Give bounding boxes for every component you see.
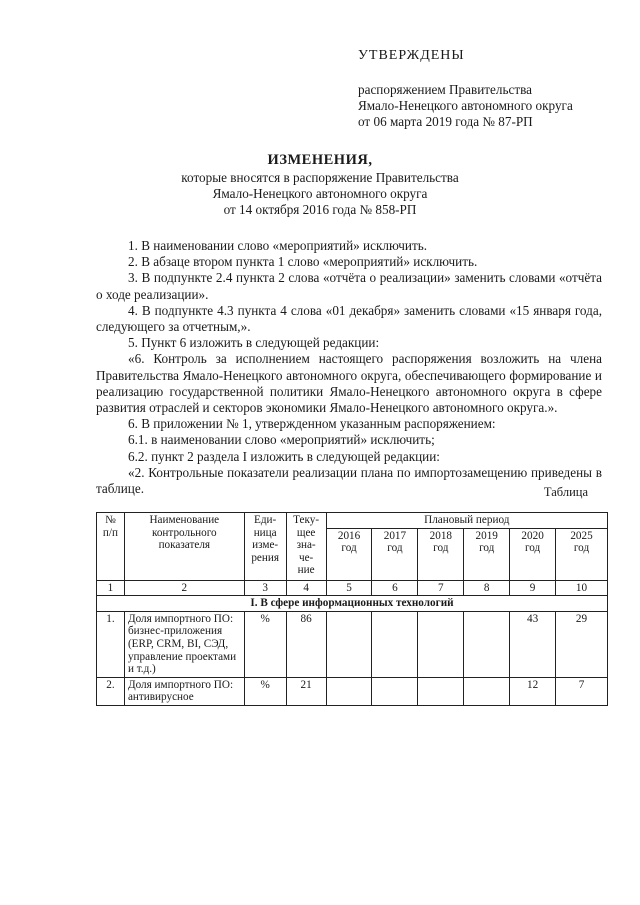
col-number: 2 xyxy=(124,580,244,596)
approval-heading: УТВЕРЖДЕНЫ xyxy=(358,48,465,63)
table-caption: Таблица xyxy=(543,485,588,499)
approval-line-1: распоряжением Правительства xyxy=(358,82,532,97)
table-row xyxy=(97,611,608,677)
header-unit: Еди- ница изме- рения xyxy=(244,513,286,581)
approval-line-2: Ямало-Ненецкого автономного округа xyxy=(358,98,573,113)
paragraph-6: «6. Контроль за исполнением настоящего распоряжения возложить на члена Правительства Ямало-Ненецкого автономного округа, обеспечивающего формирование и реализацию государственной политики Ямало-Ненецкого автономного округа в сфере развития отраслей и секторов экономики Ямало-Ненецкого автономного округа.». xyxy=(96,351,602,416)
section-heading: I. В сфере информационных технологий xyxy=(97,596,608,612)
paragraph-10: «2. Контрольные показатели реализации плана по импортозамещению приведены в таблице. xyxy=(96,464,602,497)
header-year-2025: 2025 год xyxy=(556,528,608,580)
row-name: Доля импортного ПО: антивирусное xyxy=(124,677,244,705)
row-value-2018 xyxy=(418,677,464,705)
col-number: 3 xyxy=(244,580,286,596)
paragraph-8: 6.1. в наименовании слово «мероприятий» исключить; xyxy=(128,432,435,448)
document-title: ИЗМЕНЕНИЯ, xyxy=(267,152,373,168)
paragraph-2: 2. В абзаце втором пункта 1 слово «мероприятий» исключить. xyxy=(128,254,478,270)
row-value-2018 xyxy=(418,611,464,677)
header-planned: Плановый период xyxy=(326,513,607,529)
header-year-2019: 2019 год xyxy=(464,528,510,580)
row-unit: % xyxy=(244,611,286,677)
header-year-2018: 2018 год xyxy=(418,528,464,580)
col-number: 7 xyxy=(418,580,464,596)
col-number: 6 xyxy=(372,580,418,596)
row-value-2025: 29 xyxy=(556,611,608,677)
col-number: 5 xyxy=(326,580,372,596)
paragraph-9: 6.2. пункт 2 раздела I изложить в следующей редакции: xyxy=(128,448,440,464)
row-name: Доля импортного ПО: бизнес-приложения (ERP, CRM, BI, СЭД, управление проектами и т.д.) xyxy=(124,611,244,677)
col-number: 1 xyxy=(97,580,125,596)
paragraph-5: 5. Пункт 6 изложить в следующей редакции: xyxy=(128,335,380,351)
row-value-2017 xyxy=(372,611,418,677)
header-year-2020: 2020 год xyxy=(510,528,556,580)
row-value-2016 xyxy=(326,677,372,705)
paragraph-4: 4. В подпункте 4.3 пункта 4 слова «01 декабря» заменить словами «15 января года, следующего за отчетным,». xyxy=(96,302,602,335)
row-current: 21 xyxy=(286,677,326,705)
subtitle-line-1: которые вносятся в распоряжение Правительства xyxy=(181,170,459,185)
header-year-2016: 2016 год xyxy=(326,528,372,580)
paragraph-3: 3. В подпункте 2.4 пункта 2 слова «отчёта о реализации» заменить словами «отчёта о ходе реализации». xyxy=(96,270,602,302)
row-current: 86 xyxy=(286,611,326,677)
row-value-2025: 7 xyxy=(556,677,608,705)
header-num: № п/п xyxy=(97,513,125,581)
table-row xyxy=(97,677,608,705)
approval-line-3: от 06 марта 2019 года № 87-РП xyxy=(358,114,533,129)
row-unit: % xyxy=(244,677,286,705)
col-number: 10 xyxy=(556,580,608,596)
row-value-2019 xyxy=(464,611,510,677)
header-name: Наименование контрольного показателя xyxy=(124,513,244,581)
header-year-2017: 2017 год xyxy=(372,528,418,580)
subtitle-line-3: от 14 октября 2016 года № 858-РП xyxy=(223,202,417,217)
indicators-table xyxy=(96,512,608,706)
row-num: 2. xyxy=(97,677,125,705)
col-number: 8 xyxy=(464,580,510,596)
subtitle-line-2: Ямало-Ненецкого автономного округа xyxy=(212,186,428,201)
row-value-2017 xyxy=(372,677,418,705)
column-number-row xyxy=(97,580,608,596)
col-number: 4 xyxy=(286,580,326,596)
row-value-2020: 43 xyxy=(510,611,556,677)
document-body xyxy=(96,238,602,497)
col-number: 9 xyxy=(510,580,556,596)
row-value-2016 xyxy=(326,611,372,677)
paragraph-7: 6. В приложении № 1, утвержденном указанным распоряжением: xyxy=(128,416,496,432)
row-value-2019 xyxy=(464,677,510,705)
row-num: 1. xyxy=(97,611,125,677)
header-current: Теку- щее зна- че- ние xyxy=(286,513,326,581)
row-value-2020: 12 xyxy=(510,677,556,705)
section-row xyxy=(97,596,608,612)
paragraph-1: 1. В наименовании слово «мероприятий» исключить. xyxy=(128,238,428,253)
